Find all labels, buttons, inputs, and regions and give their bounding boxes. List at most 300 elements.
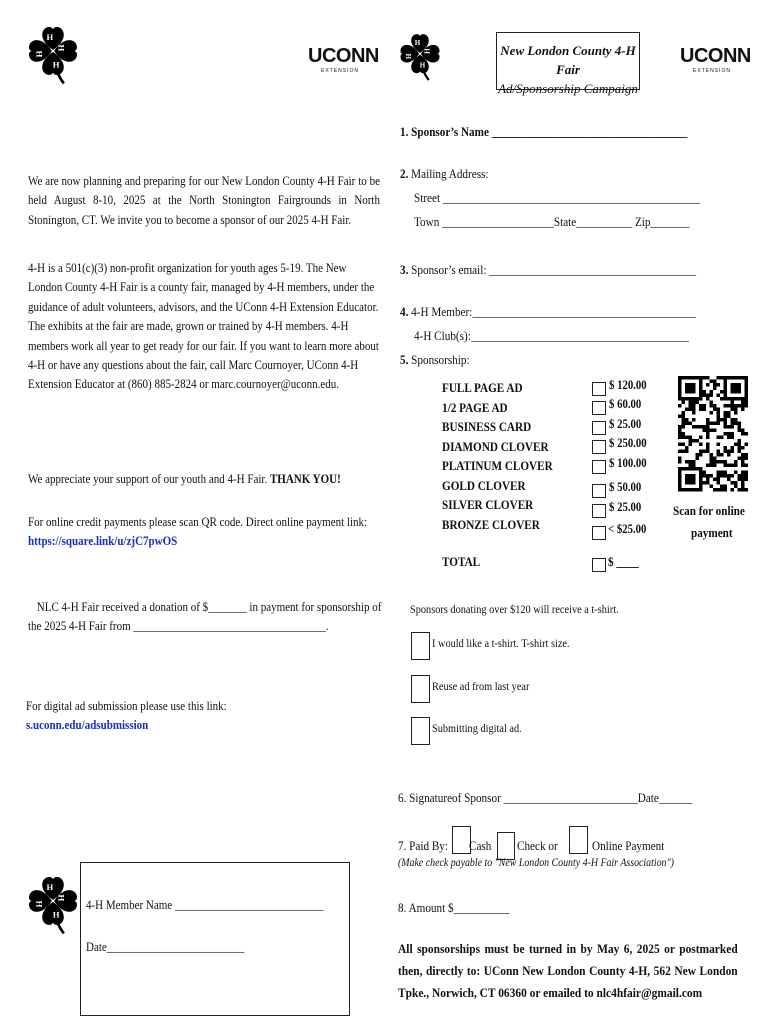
right-clover-logo [398,26,442,93]
right-uconn-logo [680,45,751,74]
qr-module [717,453,721,457]
tshirt-note: Sponsors donating over $120 will receive a t-shirt. [410,602,619,616]
qr-module [741,474,745,478]
qr-module [717,408,721,412]
sponsorship-option-label: BUSINESS CARD [442,419,532,434]
digital-ad-text [26,697,378,736]
question-number: 5. [400,352,409,367]
qr-module [741,457,745,461]
qr-module [706,394,710,398]
qr-module [734,460,738,464]
amount-field[interactable]: 8. Amount $__________ [398,900,510,915]
question-number: 4. [400,304,409,319]
qr-module [731,464,735,468]
street-field[interactable] [414,190,747,206]
qr-module [692,404,696,408]
qr-module [713,488,717,492]
qr-module [741,464,745,468]
qr-module [706,443,710,447]
mailing-address-field[interactable] [400,166,503,182]
qr-module [699,450,703,454]
check-checkbox[interactable] [497,832,515,860]
qr-module [727,436,731,440]
thank-you-text: THANK YOU! [269,472,341,486]
qr-module [738,457,742,461]
qr-module [678,436,682,440]
qr-module [738,478,742,482]
member-label: 4-H Member:________________________________________ [411,304,696,319]
qr-module [685,446,689,450]
qr-module [717,488,721,492]
qr-module [731,425,735,429]
qr-module [678,425,682,429]
qr-module [724,464,728,468]
mailing-address-label: Mailing Address: [411,166,489,181]
paid-by-label: 7. Paid By: [398,838,449,853]
qr-module [706,432,710,436]
qr-module [717,383,721,387]
qr-module [689,404,693,408]
digital-ad-checkbox[interactable] [411,717,430,745]
qr-module [727,404,731,408]
qr-module [717,411,721,415]
tshirt-checkbox[interactable] [411,632,430,660]
qr-module [703,390,707,394]
qr-module [685,408,689,412]
street-label: Street ______________________________________________ [414,190,701,205]
qr-module [741,408,745,412]
qr-module [745,488,749,492]
sponsorship-checkbox[interactable] [592,382,606,396]
qr-module [710,474,714,478]
qr-module [692,439,696,443]
qr-module [689,443,693,447]
qr-module [745,432,749,436]
qr-module [745,478,749,482]
qr-module [720,488,724,492]
qr-module [689,464,693,468]
qr-module [682,401,686,405]
reuse-ad-checkbox[interactable] [411,675,430,703]
digital-ad-instructions: For digital ad submission please use this link: [26,699,227,713]
qr-module [717,443,721,447]
qr-module [745,404,749,408]
qr-module [703,404,707,408]
qr-module [710,485,714,489]
qr-module [724,415,728,419]
qr-module [720,460,724,464]
sponsorship-option-label: BRONZE CLOVER [442,516,540,532]
qr-module [682,443,686,447]
scan-caption [672,500,758,544]
sponsorship-price: $ 60.00 [609,397,642,411]
qr-module [734,471,738,475]
qr-module [692,408,696,412]
qr-module [738,404,742,408]
qr-module [738,425,742,429]
qr-module [713,422,717,426]
intro-paragraph: We are now planning and preparing for our New London County 4-H Fair to be held August 8-10, 2025 at the North Stonington Fairgrounds in North Stonington, CT. We invite you to become a sponsor of our 2025 4-H Fair. [28,174,380,227]
qr-module [713,383,717,387]
qr-module [727,453,731,457]
qr-module [745,464,749,468]
qr-module [738,439,742,443]
sponsorship-option-label: 1/2 PAGE AD [442,399,508,415]
qr-module [734,411,738,415]
qr-module [696,439,700,443]
qr-module [692,411,696,415]
sponsorship-label: Sponsorship: [411,352,470,367]
qr-module [713,478,717,482]
qr-module [724,471,728,475]
sponsorship-checkbox[interactable] [592,440,606,454]
qr-module [710,464,714,468]
clover-icon [26,22,80,88]
digital-ad-option-label: Submitting digital ad. [432,721,522,735]
sponsorship-heading [400,352,481,368]
sponsorship-checkbox[interactable] [592,460,606,474]
qr-module [706,436,710,440]
qr-module [717,478,721,482]
qr-finder [685,474,696,485]
qr-code[interactable] [678,376,748,494]
qr-module [717,474,721,478]
sponsor-email-label: Sponsor’s email: _____________________________________ [411,262,697,277]
qr-module [703,474,707,478]
qr-module [689,408,693,412]
qr-module [731,401,735,405]
qr-module [734,408,738,412]
qr-module [682,436,686,440]
qr-module [727,474,731,478]
qr-module [696,453,700,457]
qr-module [717,422,721,426]
qr-module [710,411,714,415]
qr-module [741,401,745,405]
qr-module [713,380,717,384]
reuse-ad-label: Reuse ad from last year [432,679,530,693]
qr-module [731,432,735,436]
qr-module [717,418,721,422]
total-checkbox[interactable] [592,558,606,577]
sponsor-name-field[interactable] [400,124,734,140]
scan-caption-line-2: payment [690,525,733,540]
sponsor-email-field[interactable] [400,262,744,278]
qr-module [745,443,749,447]
qr-module [703,429,707,433]
total-row [442,554,486,570]
check-payable-note: (Make check payable to "New London County 4-H Fair Association") [398,857,674,869]
qr-module [689,401,693,405]
qr-module [727,415,731,419]
qr-module [703,450,707,454]
qr-module [682,432,686,436]
sponsorship-price: $ 120.00 [609,378,647,392]
qr-module [720,390,724,394]
sponsorship-checkbox[interactable] [592,504,606,518]
question-number: 3. [400,262,409,277]
qr-module [682,422,686,426]
qr-module [738,429,742,433]
qr-module [699,408,703,412]
qr-module [685,450,689,454]
total-label: TOTAL [442,554,481,569]
qr-module [710,429,714,433]
club-field[interactable] [414,328,734,344]
qr-module [724,425,728,429]
qr-module [699,404,703,408]
qr-module [727,411,731,415]
qr-module [706,383,710,387]
qr-module [706,474,710,478]
qr-module [682,450,686,454]
qr-module [720,397,724,401]
submission-instructions: All sponsorships must be turned in by May 6, 2025 or postmarked then, directly to: UConn New London County 4-H, 562 New London Tpke., Norwich, CT 06360 or emailed to nlc4hfair@gmail.com [398,941,738,1000]
qr-module [692,401,696,405]
sponsorship-option-label: SILVER CLOVER [442,497,534,512]
qr-module [738,443,742,447]
qr-module [741,460,745,464]
qr-module [724,446,728,450]
qr-module [682,411,686,415]
sponsorship-price: $ 250.00 [609,436,647,450]
sponsorship-price: $ 25.00 [609,417,642,431]
qr-module [689,439,693,443]
qr-module [713,464,717,468]
qr-module [678,460,682,464]
qr-module [734,404,738,408]
campaign-subtitle: Ad/Sponsorship Campaign [498,81,638,96]
qr-module [717,394,721,398]
qr-module [710,460,714,464]
qr-module [682,418,686,422]
qr-module [731,488,735,492]
check-label: Check or [517,838,558,853]
qr-module [678,415,682,419]
qr-module [727,425,731,429]
qr-module [734,418,738,422]
qr-module [738,422,742,426]
question-number: 2. [400,166,409,181]
qr-module [727,464,731,468]
qr-module [734,485,738,489]
qr-module [731,481,735,485]
qr-module [710,380,714,384]
qr-module [720,418,724,422]
receipt-line-2: the 2025 4-H Fair from ___________________________________. [28,619,329,634]
qr-module [720,471,724,475]
sponsorship-checkbox[interactable] [592,421,606,435]
qr-module [731,418,735,422]
qr-module [734,464,738,468]
sponsorship-checkbox[interactable] [592,484,606,498]
qr-module [706,425,710,429]
qr-module [738,450,742,454]
club-label: 4-H Club(s):_______________________________________ [414,328,689,343]
qr-module [734,481,738,485]
qr-module [699,443,703,447]
member-field[interactable] [400,304,744,320]
qr-module [710,453,714,457]
qr-module [727,450,731,454]
qr-module [710,390,714,394]
appreciation-text [28,470,380,489]
sponsorship-option-label: FULL PAGE AD [442,380,523,395]
qr-module [685,418,689,422]
qr-module [731,474,735,478]
qr-module [696,401,700,405]
qr-module [741,478,745,482]
qr-module [678,404,682,408]
qr-module [703,481,707,485]
qr-module [713,460,717,464]
qr-module [682,425,686,429]
cash-label: Cash [469,838,492,853]
clover-icon [398,26,442,88]
qr-module [724,422,728,426]
member-clover-logo [26,872,80,943]
qr-module [713,404,717,408]
qr-module [710,401,714,405]
qr-module [741,481,745,485]
qr-module [699,436,703,440]
donation-receipt [28,598,389,637]
qr-module [724,418,728,422]
qr-module [741,446,745,450]
about-paragraph: 4-H is a 501(c)(3) non-profit organization for youth ages 5-19. The New London County 4-H Fair is a county fair, managed by 4-H members, under the guidance of adult volunteers, advisors, and the UConn 4-H Extension Educator. The exhibits at the fair are made, grown or trained by 4-H members. 4-H members work all year to get ready for our fair. If you want to learn more about 4-H or have any questions about the fair, call Marc Cournoyer, UConn 4-H Extension Educator at (860) 885-2824 or marc.cournoyer@uconn.edu. [28,261,379,392]
qr-module [689,460,693,464]
clover-icon [26,872,80,938]
qr-module [720,485,724,489]
uconn-extension-label: EXTENSION [693,68,731,74]
qr-module [678,432,682,436]
qr-module [731,446,735,450]
sponsor-name-label: Sponsor’s Name ___________________________________ [411,124,688,139]
qr-module [717,460,721,464]
qr-module [689,436,693,440]
town-state-zip-label: Town ____________________State__________ Zip_______ [414,214,690,229]
qr-module [689,422,693,426]
qr-module [731,436,735,440]
qr-module [720,474,724,478]
qr-module [703,376,707,380]
qr-module [713,429,717,433]
qr-module [685,436,689,440]
online-payment-link[interactable]: https://square.link/u/zjC7pwOS [28,534,178,549]
left-uconn-logo [308,45,379,74]
qr-module [706,464,710,468]
qr-module [713,387,717,391]
qr-module [717,450,721,454]
qr-module [720,436,724,440]
qr-module [685,460,689,464]
total-value: $ ____ [608,554,639,569]
qr-module [692,464,696,468]
qr-finder [685,383,696,394]
qr-module [678,443,682,447]
qr-module [745,453,749,457]
qr-module [724,485,728,489]
member-date-line: Date_________________________ [86,940,245,954]
qr-module [692,418,696,422]
uconn-wordmark: UCONN [308,45,379,67]
qr-module [706,429,710,433]
qr-module [706,418,710,422]
qr-module [706,397,710,401]
sponsorship-option-label: GOLD CLOVER [442,477,526,493]
tshirt-option-label: I would like a t-shirt. T-shirt size. [432,636,570,650]
qr-module [682,415,686,419]
qr-module [678,429,682,433]
sponsorship-checkbox[interactable] [592,401,606,415]
uconn-wordmark: UCONN [680,45,751,67]
qr-module [734,443,738,447]
qr-module [696,425,700,429]
qr-module [741,485,745,489]
qr-module [717,376,721,380]
campaign-header-box [496,32,640,96]
qr-module [678,457,682,461]
qr-module [706,446,710,450]
qr-module [717,471,721,475]
qr-module [741,471,745,475]
qr-module [685,422,689,426]
campaign-title: New London County 4-H Fair [500,43,636,77]
qr-module [706,450,710,454]
qr-module [703,425,707,429]
qr-module [703,408,707,412]
qr-module [720,453,724,457]
qr-module [710,394,714,398]
qr-module [724,474,728,478]
sponsorship-option-label: PLATINUM CLOVER [442,458,553,473]
qr-module [731,408,735,412]
qr-module [738,488,742,492]
qr-module [738,474,742,478]
sponsorship-price: < $25.00 [608,522,647,536]
qr-module [710,457,714,461]
qr-module [724,450,728,454]
appreciation-message: We appreciate your support of our youth and 4-H Fair. [28,472,270,486]
qr-module [703,394,707,398]
qr-module [724,411,728,415]
qr-module [745,401,749,405]
sponsorship-checkbox[interactable] [592,526,606,540]
town-state-zip-field[interactable] [414,214,734,230]
online-payment-text [28,513,389,552]
qr-module [720,376,724,380]
member-name-line: 4-H Member Name ___________________________ [86,898,324,912]
qr-module [696,457,700,461]
qr-module [727,478,731,482]
qr-module [731,404,735,408]
qr-module [692,425,696,429]
qr-module [745,471,749,475]
online-payment-checkbox[interactable] [569,826,588,854]
qr-module [741,404,745,408]
uconn-extension-label: EXTENSION [321,68,359,74]
signature-field[interactable]: 6. Signatureof Sponsor ________________________Date______ [398,790,693,805]
qr-module [734,422,738,426]
qr-module [724,460,728,464]
qr-module [710,404,714,408]
qr-module [741,453,745,457]
left-clover-logo [26,22,80,93]
qr-module [699,425,703,429]
qr-module [717,436,721,440]
qr-module [745,474,749,478]
digital-ad-link[interactable]: s.uconn.edu/adsubmission [26,718,149,733]
